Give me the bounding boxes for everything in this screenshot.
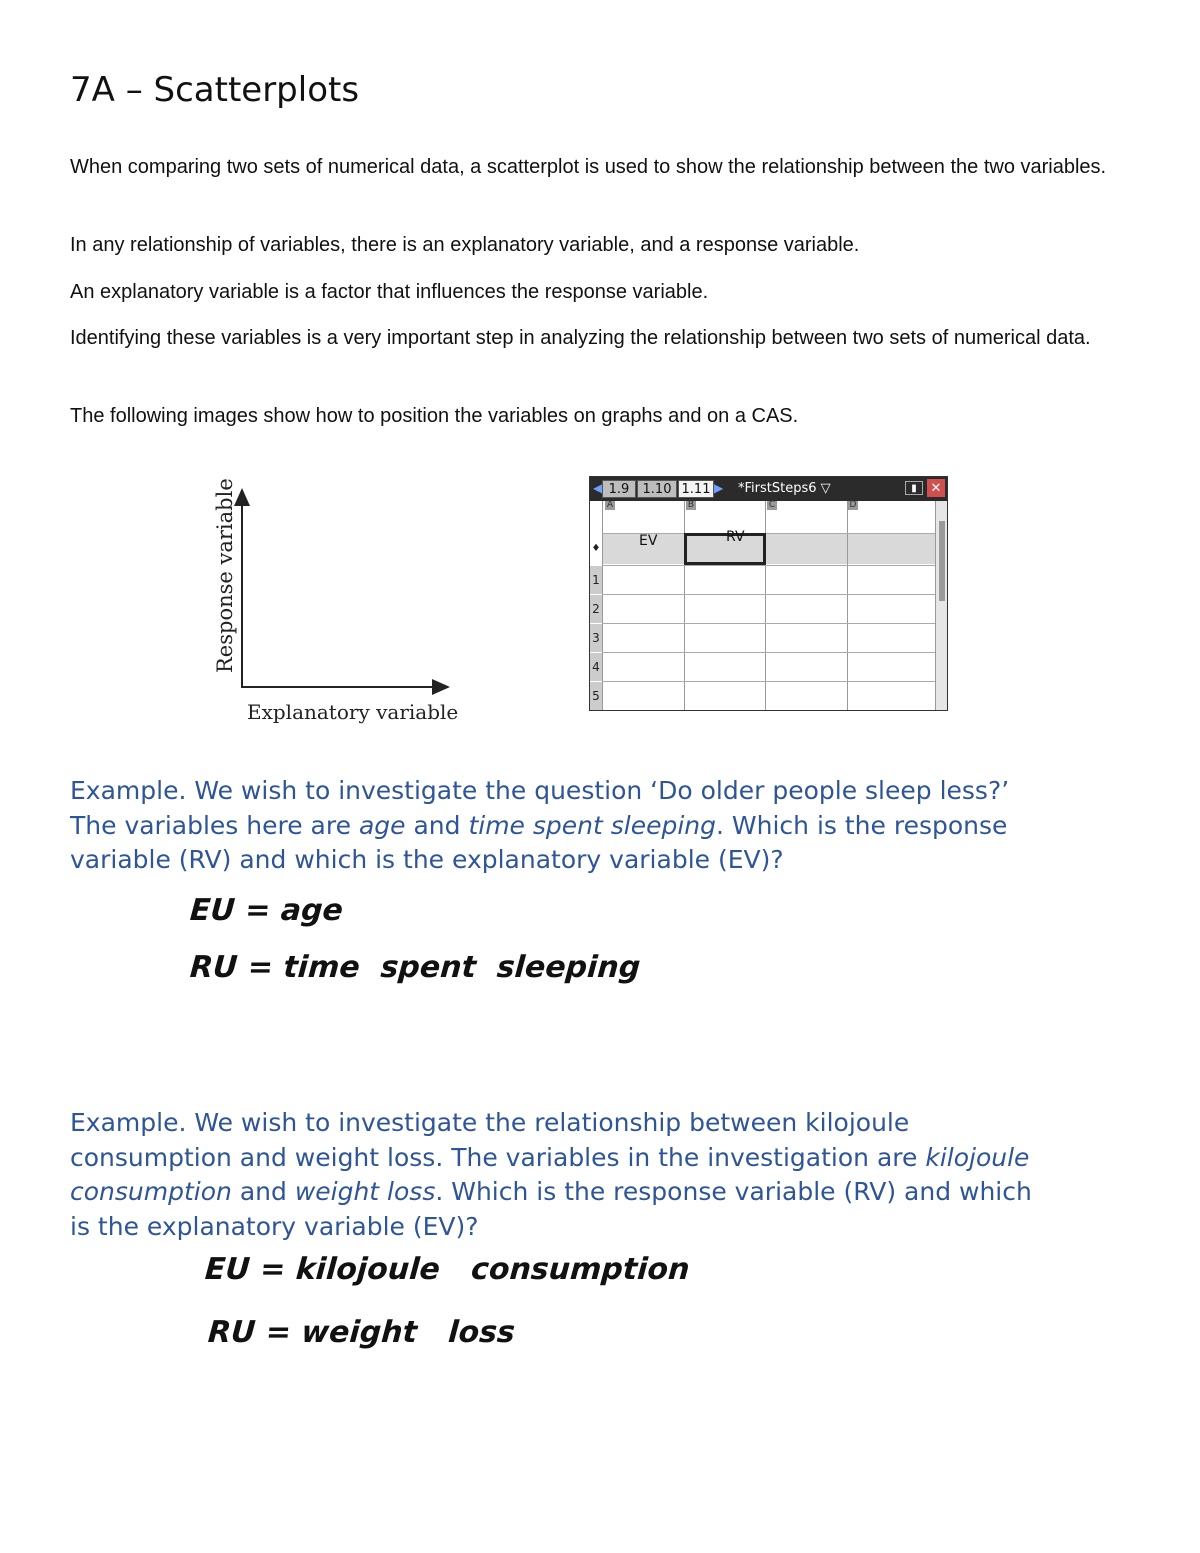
x-axis-label: Explanatory variable: [247, 700, 459, 724]
grid-line: [602, 652, 935, 653]
row-header-4[interactable]: 4: [590, 653, 602, 681]
column-header-b[interactable]: B: [687, 500, 695, 510]
next-page-icon[interactable]: ▶: [714, 481, 724, 495]
example-2-var-kilojoule: kilojoule: [925, 1142, 1030, 1172]
tab-1-9[interactable]: 1.9: [602, 480, 636, 498]
example-1-question: [70, 774, 1150, 878]
example-2-and: and: [231, 1177, 295, 1206]
column-header-a[interactable]: A: [606, 500, 614, 510]
cell-a-name[interactable]: EV: [639, 533, 658, 549]
grid-line: [602, 623, 935, 624]
images-intro-paragraph: The following images show how to position the variables on graphs and on a CAS.: [70, 405, 799, 427]
vertical-scrollbar[interactable]: [935, 501, 948, 710]
close-icon[interactable]: ✕: [927, 479, 945, 497]
cell-b-name[interactable]: RV: [726, 529, 745, 545]
intro-paragraph: When comparing two sets of numerical data, a scatterplot is used to show the relationship between the two variables.: [70, 156, 1107, 178]
grid-line: [602, 565, 935, 566]
example-2-question: [70, 1106, 1150, 1244]
tab-1-11[interactable]: 1.11: [678, 480, 714, 498]
example-2-answer-rv: RU = weight loss: [206, 1315, 517, 1350]
battery-icon: ▮: [905, 481, 923, 495]
row-header-2[interactable]: 2: [590, 595, 602, 623]
example-2-line-1: Example. We wish to investigate the relationship between kilojoule: [70, 1108, 910, 1137]
document-title[interactable]: *FirstSteps6 ▽: [738, 481, 831, 496]
example-1-var-time: time spent sleeping: [468, 810, 717, 840]
grid-line: [602, 594, 935, 595]
example-2-line-2: consumption and weight loss. The variables in the investigation are: [70, 1142, 926, 1172]
example-1-var-age: age: [358, 810, 406, 840]
row-header-1[interactable]: 1: [590, 566, 602, 594]
cas-tab-bar: [590, 477, 947, 501]
example-1-and: and: [405, 810, 469, 840]
example-1-answer-ev: EU = age: [188, 893, 345, 928]
scrollbar-thumb[interactable]: [939, 521, 945, 601]
example-2-line-4: is the explanatory variable (EV)?: [70, 1211, 479, 1241]
tab-1-10[interactable]: 1.10: [637, 480, 677, 498]
row-header-3[interactable]: 3: [590, 624, 602, 652]
explanatory-definition-paragraph: An explanatory variable is a factor that influences the response variable.: [70, 281, 709, 303]
column-header-c[interactable]: C: [768, 500, 776, 510]
grid-line: [602, 681, 935, 682]
chevron-down-icon: ▽: [820, 481, 831, 496]
example-1-line-2a: The variables here are: [70, 810, 359, 840]
example-2-var-consumption: consumption: [70, 1177, 232, 1206]
column-header-d[interactable]: D: [849, 500, 857, 510]
example-2-var-weight: weight loss: [294, 1177, 436, 1206]
example-2-line-3: . Which is the response variable (RV) and which: [435, 1177, 1032, 1206]
variables-paragraph: In any relationship of variables, there is an explanatory variable, and a response variable.: [70, 234, 860, 256]
name-row-marker: ♦: [590, 537, 602, 561]
example-1-line-1: Example. We wish to investigate the question ‘Do older people sleep less?’: [70, 776, 1010, 805]
selected-cell-b-name[interactable]: [684, 533, 766, 565]
y-axis-label: Response variable: [213, 478, 237, 673]
example-1-answer-rv: RU = time spent sleeping: [188, 950, 642, 985]
axes-diagram: [205, 478, 465, 733]
example-1-line-3: variable (RV) and which is the explanatory variable (EV)?: [70, 845, 784, 874]
example-2-answer-ev: EU = kilojoule consumption: [203, 1252, 691, 1287]
page-title: 7A – Scatterplots: [70, 70, 360, 110]
importance-paragraph: Identifying these variables is a very important step in analyzing the relationship between two sets of numerical data.: [70, 327, 1091, 349]
cas-spreadsheet: [589, 476, 948, 711]
row-header-5[interactable]: 5: [590, 682, 602, 710]
prev-page-icon[interactable]: ◀: [593, 481, 603, 495]
example-1-line-2b: . Which is the response: [716, 810, 1008, 840]
